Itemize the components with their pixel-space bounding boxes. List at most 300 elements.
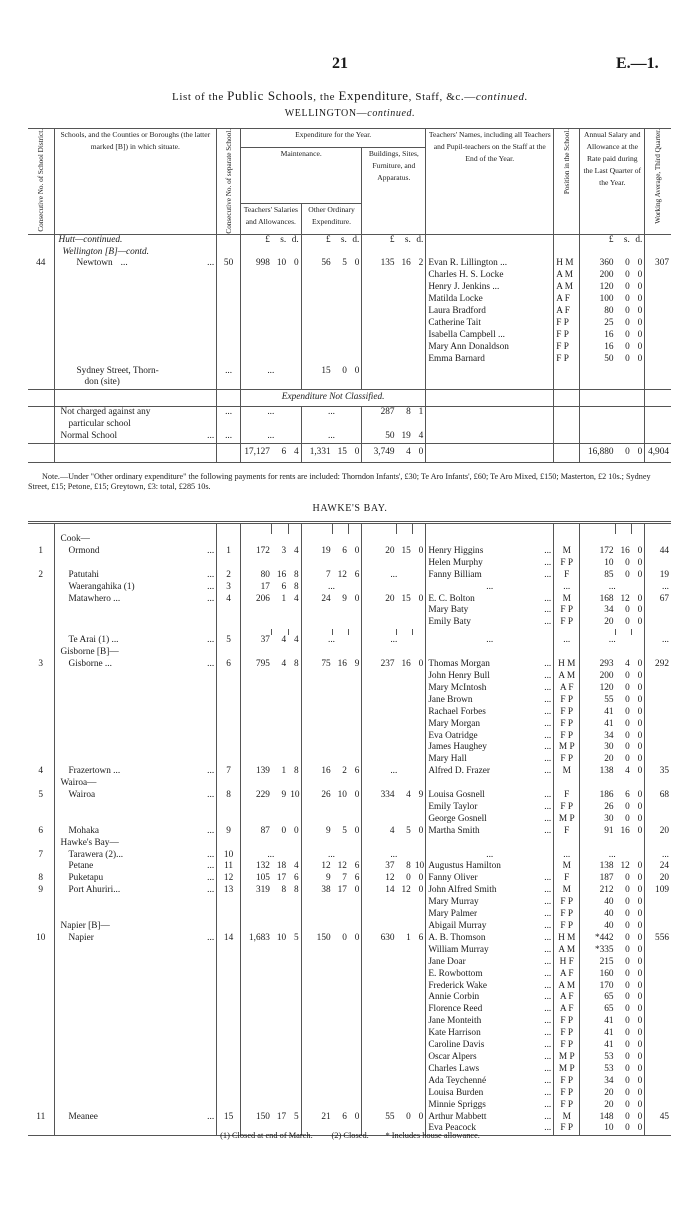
amount-pence: 0 [632, 282, 645, 294]
empty-cell [301, 719, 332, 731]
amount-shillings [397, 582, 413, 594]
empty-cell [301, 558, 332, 570]
empty-cell [413, 377, 426, 389]
empty-cell [333, 1016, 349, 1028]
leader-dots: ... [544, 885, 552, 896]
amount-shillings: 9 [342, 593, 347, 604]
teacher-position: ... [554, 582, 580, 594]
empty-cell [333, 992, 349, 1004]
empty-cell [217, 957, 241, 969]
empty-cell [645, 897, 671, 909]
empty-cell [241, 695, 272, 707]
amount-pounds: 38 [321, 885, 331, 896]
empty-cell [301, 1076, 332, 1088]
amount-shillings: 0 [625, 682, 630, 693]
empty-cell [333, 354, 349, 366]
empty-cell [333, 306, 349, 318]
teacher-name-text: Arthur Mabbett [428, 1111, 487, 1122]
table-row [28, 909, 671, 921]
amount-shillings: 4 [281, 635, 287, 646]
empty-cell [28, 419, 54, 431]
leader-dots: ... [544, 909, 552, 920]
amount-pounds: 17 [260, 581, 270, 592]
district-number: 1 [28, 546, 54, 558]
empty-cell [645, 1028, 671, 1040]
empty-cell [362, 342, 397, 354]
empty-cell [217, 234, 241, 246]
empty-cell [645, 1016, 671, 1028]
empty-cell [288, 671, 301, 683]
empty-cell [645, 282, 671, 294]
empty-cell [288, 992, 301, 1004]
leader-dots: ... [544, 956, 552, 967]
empty-cell [645, 754, 671, 766]
other-empty: ... [301, 407, 362, 419]
amount-pence: 8 [288, 766, 301, 778]
amount-shillings: 0 [342, 365, 347, 376]
salary-empty: ... [580, 635, 645, 647]
empty-cell [28, 366, 54, 378]
title-public-schools: Public Schools [227, 88, 314, 103]
table-row [28, 802, 671, 814]
empty-cell [632, 419, 645, 431]
empty-cell [28, 742, 54, 754]
school-name-text [57, 671, 69, 681]
empty-cell [349, 354, 362, 366]
table-row [28, 431, 671, 443]
amount-shillings: 15 [337, 447, 347, 457]
amount-pence: 0 [632, 570, 645, 582]
empty-cell [645, 294, 671, 306]
empty-cell [301, 992, 332, 1004]
empty-cell [362, 318, 397, 330]
amount-pence: 0 [632, 546, 645, 558]
empty-cell [288, 1004, 301, 1016]
empty-cell [616, 407, 632, 419]
empty-cell [28, 318, 54, 330]
empty-cell [362, 969, 397, 981]
amount-pence: 0 [349, 826, 362, 838]
teacher-name-text: ... [486, 635, 494, 646]
school-name-text [57, 742, 69, 752]
empty-cell [397, 992, 413, 1004]
empty-cell [272, 671, 288, 683]
empty-cell [397, 282, 413, 294]
table-row [28, 850, 671, 862]
school-name-text: Waerangahika (1) [68, 581, 135, 592]
empty-cell [349, 1064, 362, 1076]
amount-shillings: 0 [625, 944, 630, 955]
amount-shillings: 0 [625, 294, 630, 305]
table-row [28, 635, 671, 647]
empty-cell [413, 1028, 426, 1040]
empty-cell [217, 981, 241, 993]
empty-cell [241, 921, 272, 933]
empty-cell [217, 802, 241, 814]
empty-cell [28, 647, 54, 659]
empty-cell [28, 342, 54, 354]
salary-empty: ... [580, 582, 645, 594]
empty-cell [28, 671, 54, 683]
empty-cell [645, 354, 671, 366]
empty-cell [580, 419, 616, 431]
school-name [54, 861, 217, 873]
empty-cell [288, 719, 301, 731]
leader-dots: ... [544, 730, 552, 741]
empty-cell [217, 969, 241, 981]
empty-cell [217, 695, 241, 707]
amount-pounds: 65 [604, 992, 614, 1003]
school-name [54, 659, 217, 671]
empty-cell [217, 1076, 241, 1088]
leader-dots: ... [544, 1123, 552, 1134]
empty-cell [645, 1088, 671, 1100]
leader-dots: ... [544, 718, 552, 729]
teacher-name [426, 695, 554, 707]
totals-row [28, 444, 671, 463]
teacher-position: M [554, 861, 580, 873]
teacher-name-text: William Murray [428, 944, 489, 955]
school-number: ... [217, 431, 241, 443]
teacher-name [426, 921, 554, 933]
amount-pence: 0 [632, 270, 645, 282]
empty-cell [397, 306, 413, 318]
empty-cell [333, 1076, 349, 1088]
table-row [28, 354, 671, 366]
school-name [54, 1004, 217, 1016]
leader-dots: ... [544, 992, 552, 1003]
school-name [54, 766, 217, 778]
district-number: 5 [28, 790, 54, 802]
teacher-name-text: Oscar Alpers [428, 1051, 477, 1062]
teacher-position: F [554, 826, 580, 838]
amount-pence: 0 [413, 826, 426, 838]
amount-pence: 9 [413, 790, 426, 802]
empty-cell [272, 945, 288, 957]
empty-cell [241, 1040, 272, 1052]
working-average: ... [662, 581, 669, 592]
school-name-text: Newtown [76, 258, 113, 269]
amount-pence: 0 [413, 659, 426, 671]
empty-cell [333, 647, 349, 659]
school-name [54, 377, 217, 389]
empty-cell [397, 342, 413, 354]
teacher-position: F P [554, 342, 580, 354]
amount-shillings: 12 [620, 861, 630, 872]
empty-cell [349, 1004, 362, 1016]
amount-pence: 0 [632, 671, 645, 683]
empty-cell [362, 671, 397, 683]
other-empty: ... [301, 431, 362, 443]
empty-cell [301, 247, 332, 259]
empty-cell [241, 945, 272, 957]
teacher-name-text: James Haughey [428, 742, 487, 753]
teacher-position: H M [554, 659, 580, 671]
school-name-text: Patutahi [68, 569, 99, 580]
empty-cell [241, 1016, 272, 1028]
empty-cell [397, 366, 413, 378]
empty-cell [413, 318, 426, 330]
amount-shillings: 5 [342, 258, 347, 269]
amount-pounds: 16 [604, 341, 614, 352]
amount-shillings: 5 [342, 825, 347, 836]
amount-pounds: 41 [604, 706, 614, 717]
school-name [54, 1088, 217, 1100]
empty-cell [645, 270, 671, 282]
empty-cell [272, 1076, 288, 1088]
amount-pence: 6 [349, 570, 362, 582]
empty-cell [632, 390, 645, 407]
teacher-name [426, 992, 554, 1004]
empty-cell [333, 802, 349, 814]
empty-cell [645, 683, 671, 695]
empty-cell [413, 671, 426, 683]
empty-cell [28, 969, 54, 981]
empty-cell [362, 1004, 397, 1016]
amount-pence: 0 [632, 605, 645, 617]
empty-cell [301, 969, 332, 981]
amount-empty: ... [362, 766, 426, 778]
empty-cell [362, 1052, 397, 1064]
empty-cell [28, 390, 54, 407]
empty-cell [288, 731, 301, 743]
title-staff: , Staff, &c.— [408, 91, 476, 103]
empty-cell [217, 754, 241, 766]
empty-cell [554, 431, 580, 443]
empty-cell [28, 306, 54, 318]
amount-shillings: 17 [276, 1111, 287, 1122]
empty-cell [616, 390, 632, 407]
empty-cell [301, 1004, 332, 1016]
empty-cell [301, 1028, 332, 1040]
amount-shillings: 18 [276, 861, 287, 872]
empty-cell [580, 377, 616, 389]
empty-cell [349, 921, 362, 933]
amount-pence: 0 [349, 366, 362, 378]
empty-cell [272, 707, 288, 719]
currency-symbol: £ [265, 234, 270, 245]
amount-pence: 8 [288, 885, 301, 897]
empty-cell [362, 719, 397, 731]
empty-cell [397, 695, 413, 707]
amount-pounds: 319 [255, 885, 270, 896]
amount-pence: 5 [288, 1112, 301, 1124]
amount-pounds [362, 582, 397, 594]
empty-cell [349, 1028, 362, 1040]
currency-symbol: £ [389, 234, 395, 245]
header-schools: Schools, and the Counties or Boroughs (the latter marked [B]) in which situate. [54, 129, 217, 235]
table-row [28, 731, 671, 743]
county-label-text: Hawke's Bay— [60, 837, 119, 848]
empty-cell [28, 558, 54, 570]
title-expenditure: Expenditure [338, 88, 409, 103]
empty-cell [554, 419, 580, 431]
teacher-name [426, 861, 554, 873]
empty-cell [301, 1100, 332, 1112]
amount-pence: 0 [349, 258, 362, 270]
empty-cell [301, 742, 332, 754]
amount-shillings: 1 [406, 932, 411, 943]
empty-cell [413, 270, 426, 282]
empty-cell [217, 778, 241, 790]
amount-shillings: 4 [625, 766, 630, 777]
empty-cell [397, 742, 413, 754]
teacher-name [426, 933, 554, 945]
teacher-name: Catherine Tait [426, 318, 554, 330]
amount-pounds: 34 [604, 730, 614, 741]
school-name [54, 605, 217, 617]
amount-shillings: 15 [401, 593, 411, 604]
empty-cell [217, 731, 241, 743]
teacher-name: Evan R. Lillington ... [426, 258, 554, 270]
district-number: 10 [28, 933, 54, 945]
empty-cell [272, 981, 288, 993]
teacher-name [426, 671, 554, 683]
table-row [28, 258, 671, 270]
empty-cell [645, 909, 671, 921]
empty-cell [632, 407, 645, 419]
district-number: 9 [28, 885, 54, 897]
school-number: 15 [217, 1112, 241, 1124]
table-row [28, 330, 671, 342]
amount-pounds: 150 [255, 1111, 270, 1122]
empty-cell [54, 342, 217, 354]
amount-pounds: 20 [604, 1099, 614, 1110]
empty-cell [241, 342, 272, 354]
empty-cell [645, 523, 671, 535]
amount-pence: 0 [632, 659, 645, 671]
school-number: ... [217, 366, 241, 378]
empty-cell [28, 957, 54, 969]
empty-cell [413, 330, 426, 342]
salary-empty: ... [580, 850, 645, 862]
leader-dots: ... [544, 932, 552, 943]
empty-cell [28, 778, 54, 790]
empty-cell [301, 1088, 332, 1100]
county-label-text: Gisborne [B]— [60, 647, 119, 658]
amount-pounds: 20 [385, 593, 395, 604]
empty-cell [413, 1016, 426, 1028]
amount-empty: ... [362, 635, 426, 647]
empty-cell [301, 377, 332, 389]
school-name-text [57, 1100, 69, 1110]
empty-cell [272, 1064, 288, 1076]
empty-cell [362, 1088, 397, 1100]
district-number: 44 [28, 258, 54, 270]
empty-cell [217, 921, 241, 933]
amount-pence: 0 [632, 354, 645, 366]
empty-cell [301, 802, 332, 814]
amount-pence: 0 [632, 594, 645, 606]
empty-cell [272, 719, 288, 731]
empty-cell [413, 366, 426, 378]
empty-cell [272, 330, 288, 342]
empty-cell [397, 294, 413, 306]
empty-cell [413, 247, 426, 259]
empty-cell [349, 909, 362, 921]
empty-cell [28, 1088, 54, 1100]
amount-pence: 10 [414, 861, 425, 872]
leader-dots: ... [544, 545, 552, 556]
page-number: 21 [332, 55, 348, 72]
amount-shillings: 0 [625, 813, 630, 824]
empty-cell [362, 992, 397, 1004]
teacher-name [426, 1016, 554, 1028]
school-name-text: Puketapu [68, 873, 104, 884]
empty-cell [333, 1088, 349, 1100]
school-name-text [57, 1040, 69, 1050]
empty-cell [288, 707, 301, 719]
amount-pence: 10 [290, 790, 300, 801]
empty-cell [301, 671, 332, 683]
empty-cell [54, 444, 217, 463]
amount-shillings: 3 [281, 545, 287, 556]
school-name-text [57, 802, 69, 812]
leader-dots: ... [544, 1063, 552, 1074]
empty-cell [288, 294, 301, 306]
amount-shillings: 4 [625, 659, 630, 670]
amount-pounds: 55 [385, 1111, 395, 1122]
empty-cell [349, 754, 362, 766]
leader-dots: ... [544, 754, 552, 765]
header-expenditure: Expenditure for the Year. [241, 129, 426, 148]
empty-cell [217, 318, 241, 330]
amount-pence: 0 [632, 294, 645, 306]
table-row [28, 1052, 671, 1064]
empty-cell [28, 731, 54, 743]
empty-cell [645, 306, 671, 318]
school-number: 13 [217, 885, 241, 897]
empty-cell [301, 605, 332, 617]
empty-cell [241, 981, 272, 993]
teacher-position: F P [554, 897, 580, 909]
amount-pounds: 15 [321, 365, 331, 376]
amount-pence: 6 [349, 766, 362, 778]
amount-pounds: 172 [599, 545, 614, 556]
school-name [54, 802, 217, 814]
school-number: ... [217, 407, 241, 419]
empty-cell [426, 431, 554, 443]
empty-cell [580, 647, 616, 659]
empty-cell [554, 234, 580, 246]
empty-cell [288, 969, 301, 981]
teacher-name [426, 742, 554, 754]
table-row [28, 1076, 671, 1088]
amount-pounds: 4 [389, 825, 395, 836]
amount-shillings: 0 [625, 742, 630, 753]
amount-pounds: 12 [321, 861, 331, 872]
amount-pounds: 215 [599, 956, 614, 967]
empty-cell [645, 407, 671, 419]
header-attendance: Working Average, Third Quarter. [654, 129, 663, 224]
empty-cell [54, 294, 217, 306]
teacher-name-text: Jane Brown [428, 694, 473, 705]
empty-cell [413, 534, 426, 546]
empty-cell [413, 742, 426, 754]
leader-dots: ... [544, 968, 552, 979]
teacher-position: M [554, 1112, 580, 1124]
empty-cell [645, 1100, 671, 1112]
empty-cell [413, 342, 426, 354]
empty-cell [333, 707, 349, 719]
teacher-position: F P [554, 617, 580, 629]
table-row [28, 1028, 671, 1040]
empty-cell [397, 814, 413, 826]
working-average: 67 [659, 593, 669, 604]
empty-cell [333, 957, 349, 969]
empty-cell [301, 1040, 332, 1052]
amount-pence: 0 [632, 826, 645, 838]
